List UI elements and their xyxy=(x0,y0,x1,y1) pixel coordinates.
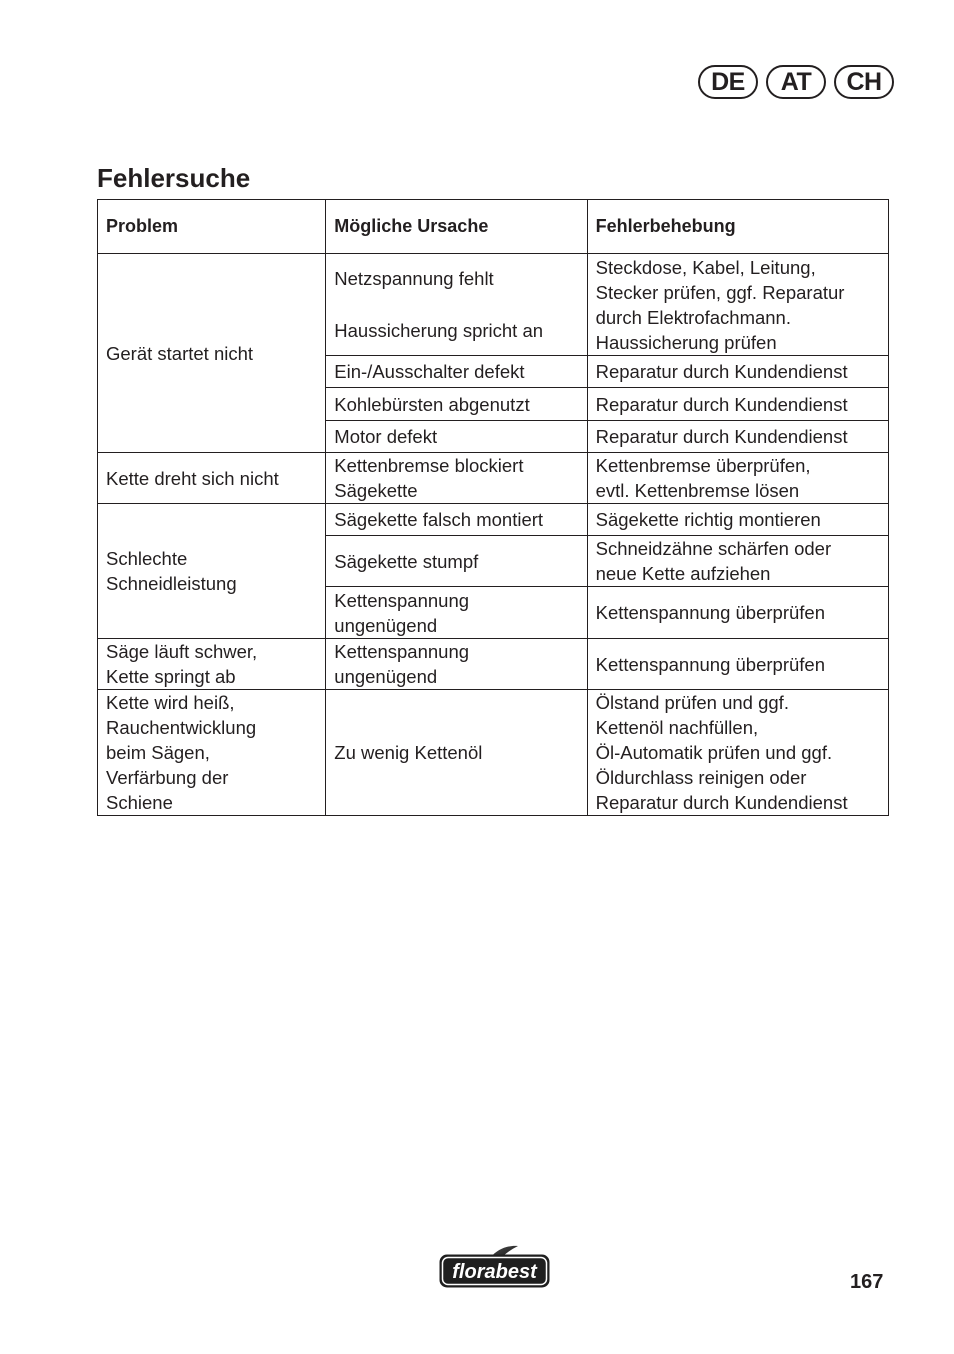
language-badge-at: AT xyxy=(766,65,826,99)
table-row xyxy=(98,504,889,536)
cause-cell: Motor defekt xyxy=(326,421,587,453)
table-row xyxy=(98,254,889,356)
cause-cell: Kohlebürsten abgenutzt xyxy=(326,388,587,421)
cause-text: Netzspannung fehlt xyxy=(334,268,494,289)
remedy-cell: Reparatur durch Kundendienst xyxy=(587,421,888,453)
language-badges xyxy=(698,65,894,99)
cause-cell xyxy=(326,254,587,356)
remedy-cell: Reparatur durch Kundendienst xyxy=(587,356,888,388)
remedy-cell: Schneidzähne schärfen oder neue Kette aufziehen xyxy=(587,536,888,587)
remedy-cell: Reparatur durch Kundendienst xyxy=(587,388,888,421)
problem-cell: Kette dreht sich nicht xyxy=(98,453,326,504)
problem-cell: Säge läuft schwer, Kette springt ab xyxy=(98,639,326,690)
remedy-cell: Ölstand prüfen und ggf. Kettenöl nachfüllen, Öl-Automatik prüfen und ggf. Öldurchlass reinigen oder Reparatur durch Kundendienst xyxy=(587,690,888,816)
page-number: 167 xyxy=(850,1271,884,1293)
header-remedy: Fehlerbehebung xyxy=(587,200,888,254)
table-row xyxy=(98,690,889,816)
remedy-cell: Sägekette richtig montieren xyxy=(587,504,888,536)
header-cause: Mögliche Ursache xyxy=(326,200,587,254)
page-title: Fehlersuche xyxy=(97,163,251,193)
cause-cell: Ein-/Ausschalter defekt xyxy=(326,356,587,388)
cause-cell: Kettenspannung ungenügend xyxy=(326,587,587,639)
problem-cell: Gerät startet nicht xyxy=(98,254,326,453)
remedy-cell: Kettenspannung überprüfen xyxy=(587,587,888,639)
florabest-logo xyxy=(438,1244,551,1289)
table-row xyxy=(98,453,889,504)
problem-cell: Kette wird heiß, Rauchentwicklung beim Sägen, Verfärbung der Schiene xyxy=(98,690,326,816)
logo-text: florabest xyxy=(452,1261,537,1283)
cause-cell: Zu wenig Kettenöl xyxy=(326,690,587,816)
cause-text: Haussicherung spricht an xyxy=(334,320,544,341)
language-badge-ch: CH xyxy=(834,65,894,99)
remedy-cell: Kettenspannung überprüfen xyxy=(587,639,888,690)
problem-cell: Schlechte Schneidleistung xyxy=(98,504,326,639)
troubleshooting-table xyxy=(97,199,889,816)
remedy-cell: Kettenbremse überprüfen, evtl. Kettenbremse lösen xyxy=(587,453,888,504)
header-problem: Problem xyxy=(98,200,326,254)
cause-cell: Kettenspannung ungenügend xyxy=(326,639,587,690)
remedy-cell: Steckdose, Kabel, Leitung, Stecker prüfen, ggf. Reparatur durch Elektrofachmann. Haussicherung prüfen xyxy=(587,254,888,356)
table-header-row xyxy=(98,200,889,254)
table-row xyxy=(98,639,889,690)
language-badge-de: DE xyxy=(698,65,758,99)
cause-cell: Sägekette falsch montiert xyxy=(326,504,587,536)
cause-cell: Sägekette stumpf xyxy=(326,536,587,587)
cause-cell: Kettenbremse blockiert Sägekette xyxy=(326,453,587,504)
